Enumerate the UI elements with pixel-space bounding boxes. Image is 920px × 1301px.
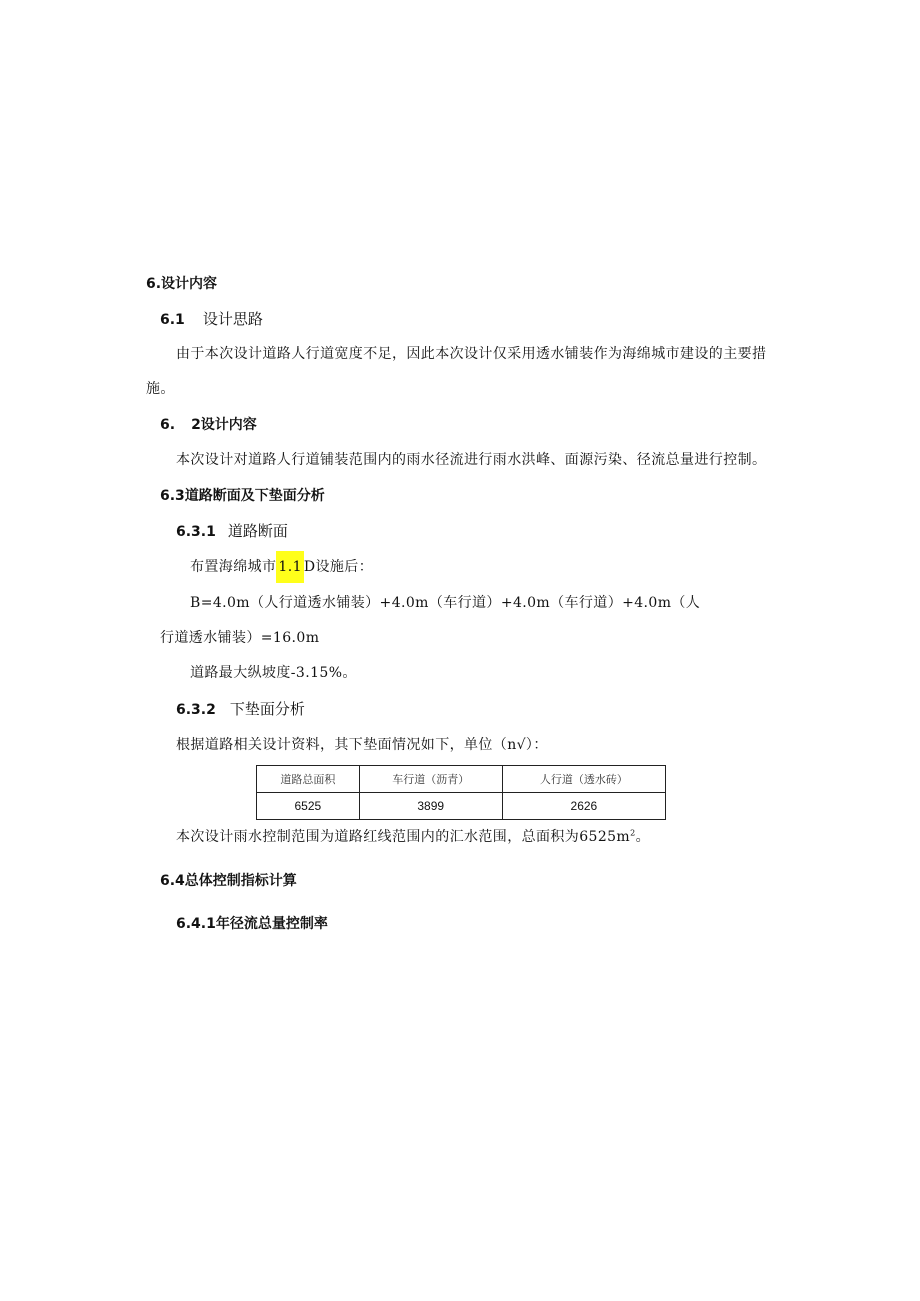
- table-header-cell: 人行道（透水砖）: [502, 766, 665, 793]
- text-segment: 布置海绵城市: [190, 559, 277, 575]
- heading-number: 6.1: [160, 312, 185, 328]
- heading-number: 6.: [160, 417, 176, 433]
- heading-text: 2设计内容: [191, 417, 257, 433]
- heading-6-3: 6.3道路断面及下垫面分析: [160, 488, 325, 504]
- heading-text: 设计思路: [202, 310, 263, 328]
- underlying-surface-table: [256, 765, 666, 820]
- paragraph-6-3-2-intro: 根据道路相关设计资料，其下垫面情况如下，单位（n√）：: [176, 737, 548, 753]
- paragraph-6-3-1-formula-line2: 行道透水铺装）=16.0m: [160, 630, 320, 646]
- heading-6-4-1: 6.4.1年径流总量控制率: [176, 916, 328, 932]
- table-row: [257, 793, 666, 820]
- table-cell: 3899: [359, 793, 502, 820]
- heading-6-1: [160, 312, 263, 327]
- text-segment: 。: [635, 829, 651, 845]
- paragraph-6-1-line2: 施。: [146, 381, 175, 397]
- heading-text: 道路断面: [227, 522, 288, 540]
- paragraph-6-1-line1: 由于本次设计道路人行道宽度不足，因此本次设计仅采用透水铺装作为海绵城市建设的主要措: [176, 346, 767, 362]
- table-cell: 2626: [502, 793, 665, 820]
- paragraph-6-3-2-after: [176, 830, 650, 844]
- heading-6-3-2: [176, 702, 305, 717]
- heading-number: 6.3.2: [176, 702, 216, 718]
- superscript: 2: [630, 828, 636, 838]
- table-header-row: [257, 766, 666, 793]
- text-segment: 本次设计雨水控制范围为道路红线范围内的汇水范围，总面积为6525m: [176, 829, 631, 845]
- paragraph-6-3-1-formula-line1: B=4.0m（人行道透水铺装）+4.0m（车行道）+4.0m（车行道）+4.0m（人: [190, 595, 701, 611]
- text-segment: D设施后：: [303, 559, 374, 575]
- table-header-cell: 道路总面积: [257, 766, 360, 793]
- paragraph-6-3-1-slope: 道路最大纵坡度-3.15%。: [190, 665, 357, 681]
- table-header-cell: 车行道（沥青）: [359, 766, 502, 793]
- heading-6-4: 6.4总体控制指标计算: [160, 873, 297, 889]
- heading-text: 下垫面分析: [229, 700, 305, 718]
- heading-6: 6.设计内容: [146, 276, 218, 292]
- highlighted-text: 1.1: [276, 551, 303, 583]
- paragraph-6-2: 本次设计对道路人行道铺装范围内的雨水径流进行雨水洪峰、面源污染、径流总量进行控制。: [176, 452, 767, 468]
- heading-6-2: [160, 418, 257, 432]
- table-cell: 6525: [257, 793, 360, 820]
- paragraph-6-3-1-layout: [190, 560, 373, 574]
- heading-number: 6.3.1: [176, 524, 216, 540]
- heading-6-3-1: [176, 524, 288, 539]
